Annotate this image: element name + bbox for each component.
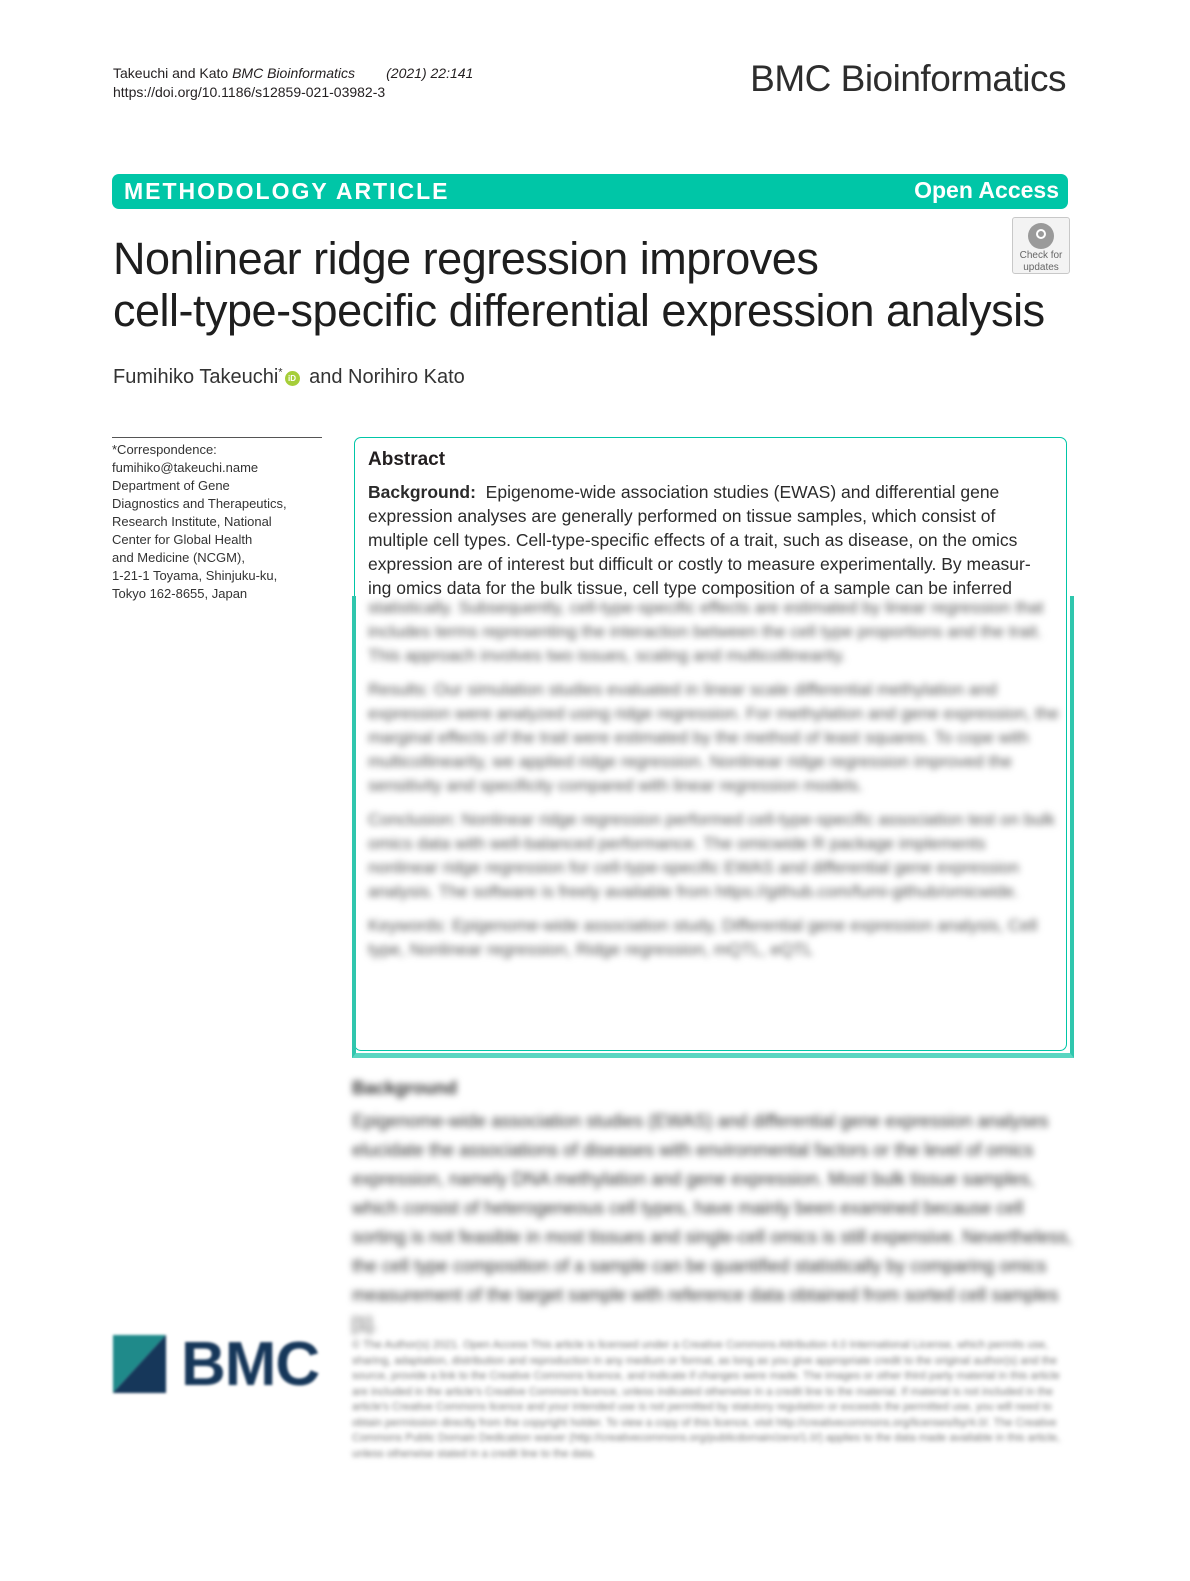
corr-line: Tokyo 162-8655, Japan [112, 586, 248, 601]
corr-line: 1-21-1 Toyama, Shinjuku-ku, [112, 568, 278, 583]
section-heading: Background [352, 1078, 458, 1098]
bmc-logo-text: BMC [181, 1330, 320, 1399]
author-1[interactable]: Fumihiko Takeuchi [113, 366, 279, 388]
blurred-paragraph: Conclusion: Nonlinear ridge regression performed cell-type-specific association test on bulk omics data with well-balanced performance. The omicwide R package implements nonlinear ridge regression for cell-type-specific EWAS and differential gene expression analysis. The software is freely available from https://github.com/fumi-github/omicwide. [368, 810, 1055, 901]
abstract-line: ing omics data for the bulk tissue, cell type composition of a sample can be inferred [368, 578, 1012, 598]
abstract-line: expression are of interest but difficult or costly to measure experimentally. By measur- [368, 554, 1031, 574]
author-2[interactable]: Norihiro Kato [348, 366, 465, 388]
corr-line: Department of Gene [112, 478, 230, 493]
body-paragraph: Epigenome-wide association studies (EWAS) and differential gene expression analyses elucidate the associations of diseases with environmental factors or the level of omics expression, namely DNA methylation and gene expression. Most bulk tissue samples, which consist of heterogeneous cell types, have mainly been examined because cell sorting is not feasible in most tissues and single-cell omics is still expensive. Nevertheless, the cell type composition of a sample can be quantified statistically by comparing omics measurement of the target sample with reference data obtained from sorted cell samples [1]. [352, 1111, 1073, 1334]
check-updates-line2: updates [1023, 262, 1059, 273]
license-footnote [352, 1338, 1074, 1468]
bmc-logo-mark-icon [113, 1335, 166, 1393]
abstract-line: multiple cell types. Cell-type-specific effects of a trait, such as disease, on the omics [368, 530, 1018, 550]
corr-line: Research Institute, National [112, 514, 272, 529]
author-conjunction: and [309, 366, 343, 388]
corr-line: Diagnostics and Therapeutics, [112, 496, 287, 511]
open-access-label: Open Access [914, 177, 1059, 203]
abstract-text [368, 480, 1058, 600]
corr-line: *Correspondence: [112, 442, 217, 457]
blurred-paragraph: Keywords: Epigenome-wide association study, Differential gene expression analysis, Cell type, Nonlinear regression, Ridge regression, mQTL, eQTL [368, 916, 1038, 959]
abstract-line: expression analyses are generally performed on tissue samples, which consist of [368, 506, 996, 526]
doi-link[interactable]: https://doi.org/10.1186/s12859-021-03982-3 [113, 84, 386, 100]
corr-email[interactable]: fumihiko@takeuchi.name [112, 460, 259, 475]
journal-name-italic: BMC Bioinformatics [232, 65, 356, 81]
article-type-bar [112, 174, 1068, 209]
bmc-logo [113, 1330, 328, 1399]
body-blurred-region [352, 1074, 1074, 1334]
corr-line: and Medicine (NCGM), [112, 550, 245, 565]
corr-line: Center for Global Health [112, 532, 253, 547]
blurred-paragraph: Results: Our simulation studies evaluated in linear scale differential methylation and expression were analyzed using ridge regression. For methylation and gene expression, the marginal effects of the trait were estimated by the method of least squares. To cope with multicollinearity, we applied ridge regression. Nonlinear ridge regression improved the sensitivity and specificity compared with linear regression models. [368, 680, 1059, 795]
journal-brand: BMC Bioinformatics [750, 58, 1066, 99]
article-title [113, 233, 1093, 337]
citation: (2021) 22:141 [386, 65, 474, 81]
check-updates-line1: Check for [1019, 250, 1063, 261]
abstract-line: Background: Epigenome-wide association studies (EWAS) and differential gene [368, 482, 1000, 502]
authors-short: Takeuchi and Kato [113, 65, 229, 81]
corresponding-marker: * [278, 366, 283, 379]
author-list [113, 366, 465, 389]
title-line-2: cell-type-specific differential expression analysis [113, 285, 1045, 336]
license-text: © The Author(s) 2021. Open Access This article is licensed under a Creative Commons Attribution 4.0 International License, which permits use, sharing, adaptation, distribution and reproduction in any medium or format, as long as you give appropriate credit to the original author(s) and the source, provide a link to the Creative Commons licence, and indicate if changes were made. The images or other third party material in this article are included in the article's Creative Commons licence, unless indicated otherwise in a credit line to the material. If material is not included in the article's Creative Commons licence and your intended use is not permitted by statutory regulation or exceeds the permitted use, you will need to obtain permission directly from the copyright holder. To view a copy of this licence, visit http://creativecommons.org/licenses/by/4.0/. The Creative Commons Public Domain Dedication waiver (http://creativecommons.org/publicdomain/zero/1.0/) applies to the data made available in this article, unless otherwise stated in a credit line to the data. [352, 1339, 1061, 1460]
correspondence-divider [112, 437, 322, 438]
journal-citation [113, 64, 473, 83]
orcid-icon[interactable]: iD [285, 371, 300, 386]
title-line-1: Nonlinear ridge regression improves [113, 233, 819, 284]
blurred-paragraph: statistically. Subsequently, cell-type-specific effects are estimated by linear regression that includes terms representing the interaction between the cell type proportions and the trait. This approach involves two issues, scaling and multicollinearity. [368, 598, 1044, 665]
abstract-blurred-region [352, 596, 1074, 1058]
article-type: METHODOLOGY ARTICLE [124, 178, 450, 204]
abstract-heading: Abstract [368, 449, 446, 470]
background-label: Background: [368, 482, 476, 502]
correspondence-block [112, 441, 327, 601]
